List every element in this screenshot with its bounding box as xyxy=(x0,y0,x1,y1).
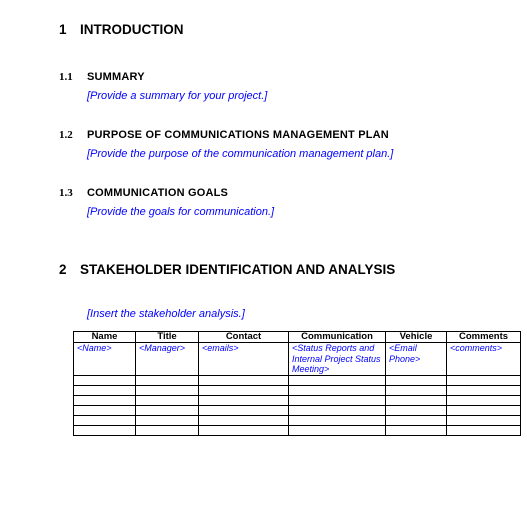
empty-cell xyxy=(199,426,289,436)
header-comments: Comments xyxy=(447,332,521,343)
empty-cell xyxy=(289,386,386,396)
empty-cell xyxy=(199,376,289,386)
empty-cell xyxy=(74,386,136,396)
empty-cell xyxy=(447,416,521,426)
cell-name: <Name> xyxy=(74,343,136,376)
empty-cell xyxy=(136,406,199,416)
empty-cell xyxy=(447,386,521,396)
table-row xyxy=(74,396,521,406)
stakeholder-instruction: [Insert the stakeholder analysis.] xyxy=(87,308,245,320)
subsection-1-1-title: SUMMARY xyxy=(87,71,145,83)
empty-cell xyxy=(289,396,386,406)
cell-vehicle: <Email Phone> xyxy=(386,343,447,376)
subsection-1-2-title: PURPOSE OF COMMUNICATIONS MANAGEMENT PLAN xyxy=(87,129,389,141)
subsection-1-2-heading xyxy=(59,129,389,141)
empty-cell xyxy=(74,416,136,426)
subsection-1-3-title: COMMUNICATION GOALS xyxy=(87,187,229,199)
empty-cell xyxy=(199,416,289,426)
section-2-title: STAKEHOLDER IDENTIFICATION AND ANALYSIS xyxy=(80,262,396,277)
empty-cell xyxy=(136,386,199,396)
section-2-heading xyxy=(59,262,395,277)
empty-cell xyxy=(199,406,289,416)
empty-cell xyxy=(74,406,136,416)
section-1-title: INTRODUCTION xyxy=(80,22,184,37)
table-row xyxy=(74,416,521,426)
subsection-1-1-heading xyxy=(59,71,145,83)
empty-cell xyxy=(447,396,521,406)
empty-cell xyxy=(289,406,386,416)
empty-cell xyxy=(136,376,199,386)
empty-cell xyxy=(386,426,447,436)
section-1-number: 1 xyxy=(59,22,67,37)
empty-cell xyxy=(74,376,136,386)
empty-cell xyxy=(136,426,199,436)
empty-cell xyxy=(386,396,447,406)
table-row xyxy=(74,343,521,376)
table-row xyxy=(74,386,521,396)
empty-cell xyxy=(386,376,447,386)
empty-cell xyxy=(199,396,289,406)
header-contact: Contact xyxy=(199,332,289,343)
header-communication: Communication xyxy=(289,332,386,343)
summary-instruction: [Provide a summary for your project.] xyxy=(87,90,268,102)
cell-title: <Manager> xyxy=(136,343,199,376)
table-row xyxy=(74,406,521,416)
empty-cell xyxy=(386,386,447,396)
subsection-1-1-number: 1.1 xyxy=(59,71,73,83)
subsection-1-3-heading xyxy=(59,187,228,199)
cell-communication: <Status Reports and Internal Project Status Meeting> xyxy=(289,343,386,376)
subsection-1-3-number: 1.3 xyxy=(59,187,73,199)
table-row xyxy=(74,426,521,436)
purpose-instruction: [Provide the purpose of the communication management plan.] xyxy=(87,148,394,160)
empty-cell xyxy=(447,406,521,416)
subsection-1-2-number: 1.2 xyxy=(59,129,73,141)
cell-comments: <comments> xyxy=(447,343,521,376)
table-row xyxy=(74,376,521,386)
empty-cell xyxy=(136,396,199,406)
empty-cell xyxy=(386,416,447,426)
stakeholder-table xyxy=(73,331,521,436)
empty-cell xyxy=(289,416,386,426)
empty-cell xyxy=(199,386,289,396)
empty-cell xyxy=(289,426,386,436)
empty-cell xyxy=(447,376,521,386)
section-1-heading xyxy=(59,22,184,37)
empty-cell xyxy=(289,376,386,386)
table-header-row xyxy=(74,332,521,343)
header-name: Name xyxy=(74,332,136,343)
empty-cell xyxy=(447,426,521,436)
empty-cell xyxy=(74,426,136,436)
header-vehicle: Vehicle xyxy=(386,332,447,343)
cell-contact: <emails> xyxy=(199,343,289,376)
empty-cell xyxy=(136,416,199,426)
header-title: Title xyxy=(136,332,199,343)
section-2-number: 2 xyxy=(59,262,67,277)
empty-cell xyxy=(386,406,447,416)
goals-instruction: [Provide the goals for communication.] xyxy=(87,206,275,218)
empty-cell xyxy=(74,396,136,406)
